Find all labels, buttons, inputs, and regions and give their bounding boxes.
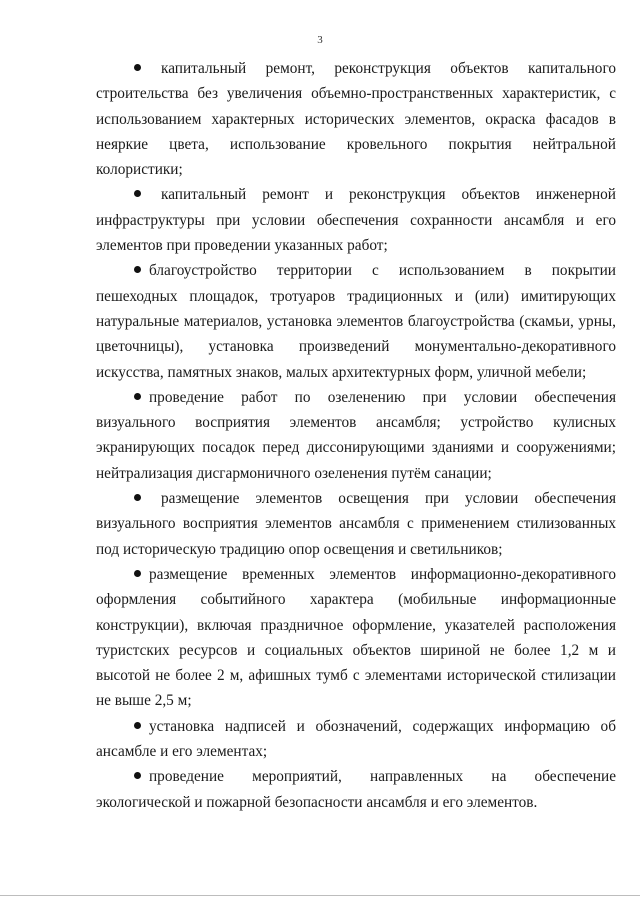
bullet-icon <box>134 64 141 71</box>
list-item-text: капитальный ремонт и реконструкция объектов инженерной инфраструктуры при условии обеспечения сохранности ансамбля и его элементов при проведении указанных работ; <box>96 186 616 255</box>
bullet-icon <box>134 494 141 501</box>
list-item-text: капитальный ремонт, реконструкция объектов капитального строительства без увеличения объемно-пространственных характеристик, с использованием характерных исторических элементов, окраска фасадов в неяркие цвета, использование кровельного покрытия нейтральной колористики; <box>96 60 616 179</box>
list-item <box>96 56 616 182</box>
list-item <box>96 182 616 258</box>
list-item-text: размещение элементов освещения при условии обеспечения визуального восприятия элементов ансамбля с применением стилизованных под историческую традицию опор освещения и светильников; <box>96 490 616 558</box>
bullet-icon <box>134 722 141 729</box>
list-item <box>96 562 616 714</box>
list-item-text: размещение временных элементов информационно-декоративного оформления событийного характера (мобильные информационные конструкции), включая праздничное оформление, указателей расположения туристских ресурсов и социальных объектов шириной не более 1,2 м и высотой не более 2 м, афишных тумб с элементами исторической стилизации не выше 2,5 м; <box>96 565 616 710</box>
list-item <box>96 486 616 562</box>
bullet-icon <box>134 772 141 779</box>
list-item-text: установка надписей и обозначений, содержащих информацию об ансамбле и его элементах; <box>96 717 616 761</box>
list-item-text: благоустройство территории с использованием в покрытии пешеходных площадок, тротуаров традиционных и (или) имитирующих натуральные материалов, установка элементов благоустройства (скамьи, урны, цветочницы), установка произведений монументально-декоративного искусства, памятных знаков, малых архитектурных форм, уличной мебели; <box>96 262 616 381</box>
list-item <box>96 385 616 486</box>
bullet-icon <box>134 393 141 400</box>
list-item <box>96 764 616 815</box>
page-number: 3 <box>317 34 323 46</box>
bullet-icon <box>134 190 141 197</box>
list-item <box>96 714 616 765</box>
list-item-text: проведение работ по озеленению при условии обеспечения визуального восприятия элементов ансамбля; устройство кулисных экранирующих посадок перед диссонирующими зданиями и сооружениями; нейтрализация дисгармоничного озеленения путём санации; <box>96 388 616 482</box>
page-bottom-edge <box>0 895 640 896</box>
list-item-text: проведение мероприятий, направленных на обеспечение экологической и пожарной безопасности ансамбля и его элементов. <box>96 768 616 811</box>
bullet-icon <box>134 570 141 577</box>
document-body <box>96 56 616 815</box>
list-item <box>96 258 616 384</box>
bullet-icon <box>134 266 141 273</box>
